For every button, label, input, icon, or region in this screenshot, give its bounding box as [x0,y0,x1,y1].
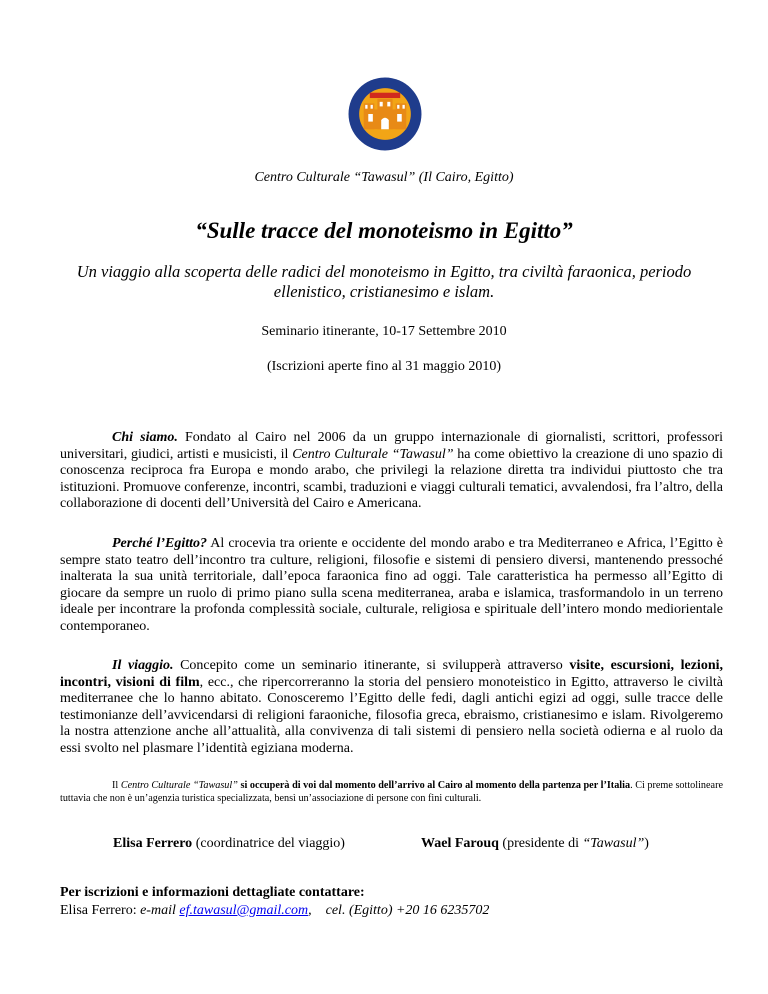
note-text: . Ci preme sottolineare tuttavia che non è un’agenzia turistica specializzata, bensì un’associazione di persone con fini culturali. [60,780,723,804]
contact-heading: Per iscrizioni e informazioni dettagliate contattare: [60,885,365,900]
signature-coordinator [113,836,345,852]
note-italic: Centro Culturale “Tawasul” [120,780,238,791]
signature-role: (coordinatrice del viaggio) [192,836,345,851]
paragraph-lead: Chi siamo. [112,430,178,445]
note-bold: si occuperà di voi dal momento dell’arrivo al Cairo al momento della partenza per l’Italia [237,780,631,791]
signature-role: (presidente di [498,836,583,851]
signature-name: Elisa Ferrero [113,836,193,851]
paragraph-lead: Perché l’Egitto? [112,536,208,551]
paragraph-text: Fondato al Cairo nel 2006 da un gruppo internazionale di giornalisti, scrittori, professori universitari, giudici, artisti e musicisti, il [60,430,724,462]
paragraph-il-viaggio [60,658,723,758]
paragraph-text: Al crocevia tra oriente e occidente del mondo arabo e tra Mediterraneo e Africa, l’Egitto è sempre stato teatro dell’incontro tra culture, religioni, filosofie e sistemi di pensiero diversi, mantenendo pressoché inalterata la sua unità territoriale, dall’epoca faraonica fino ad oggi. Tale caratteristica ha permesso all’Egitto di giocare da sempre un ruolo di primo piano sulla scena mediterranea, araba e islamica, trasformandolo in un terreno ideale per incontrare la profonda complessità sociale, culturale, religiosa e spirituale dell’intero mondo mediorientale contemporaneo. [60,536,723,634]
paragraph-text: , ecc., che ripercorreranno la storia del pensiero monoteistico in Egitto, attraverso le civiltà mediterranee che lo hanno abitato. Conosceremo l’Egitto delle fedi, dagli antichi egizi ad oggi, sulle tracce delle testimonianze dell’avvicendarsi di religioni faraoniche, filosofia greca, ebraismo, cristianesimo e islam. Rivolgeremo la nostra attenzione anche all’attualità, alla convivenza di tali sistemi di pensiero nella società odierna e al ruolo da essi svolto nel plasmare l’identità egiziana moderna. [60,674,723,756]
document-subtitle: Un viaggio alla scoperta delle radici del monoteismo in Egitto, tra civiltà faraonica, periodo ellenistico, cristianesimo e islam. [76,262,692,301]
paragraph-perche-egitto [60,536,723,636]
contact-name: Elisa Ferrero: [60,903,141,918]
signature-name: Wael Farouq [421,836,499,851]
note-text: Il [112,780,121,791]
registration-deadline: (Iscrizioni aperte fino al 31 maggio 2010) [266,359,502,374]
document-title: “Sulle tracce del monoteismo in Egitto” [195,218,573,243]
paragraph-italic: Centro Culturale “Tawasul” [292,446,454,462]
paragraph-text: ha come obiettivo la creazione di uno spazio di conoscenza reciproca fra Europa e mondo arabo, che privilegi la relazione diretta tra individui piuttosto che tra istituzioni. Promuove conferenze, incontri, scambi, traduzioni e viaggi culturali tematici, avvalendosi, fra l’altro, della collaborazione di docenti dell’Università del Cairo e Americana. [60,446,723,512]
note-paragraph [60,780,723,805]
paragraph-chi-siamo [60,430,723,513]
paragraph-text: Concepito come un seminario itinerante, si svilupperà attraverso [173,658,570,673]
seminar-dates: Seminario itinerante, 10-17 Settembre 2010 [261,324,507,339]
contact-separator: , [308,903,326,918]
phone-number: cel. (Egitto) +20 16 6235702 [325,903,490,918]
signature-president [421,836,649,852]
email-label: e-mail [140,903,180,918]
organization-name: Centro Culturale “Tawasul” (Il Cairo, Egitto) [254,170,514,185]
signature-role: ) [644,836,649,851]
paragraph-lead: Il viaggio. [112,658,174,673]
contact-line [60,903,489,919]
signature-role-italic: “Tawasul” [582,836,645,851]
email-link[interactable]: ef.tawasul@gmail.com [179,903,309,918]
paragraph-bold: visite, escursioni, lezioni, incontri, visioni di film [60,658,723,690]
tawasul-logo [347,76,423,152]
